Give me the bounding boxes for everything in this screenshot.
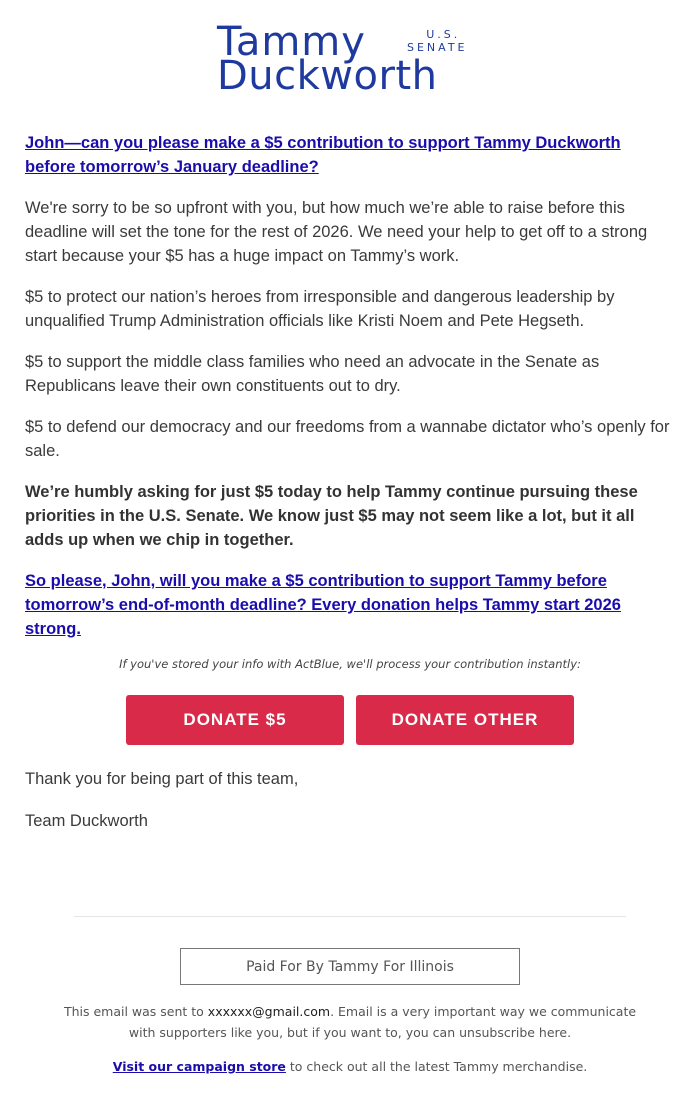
logo-senate: SENATE [407, 41, 468, 54]
signature: Team Duckworth [25, 812, 148, 830]
paragraph-heroes: $5 to protect our nation’s heroes from irresponsible and dangerous leadership by unqualified Trump Administration officials like Kristi Noem and Pete Hegseth. [25, 288, 615, 330]
donate-5-button[interactable]: DONATE $5 [126, 695, 344, 745]
paragraph-ask: We’re humbly asking for just $5 today to help Tammy continue pursuing these priorities in the U.S. Senate. We know just $5 may not seem like a lot, but it all adds up when we chip in together. [25, 483, 638, 549]
paragraph-intro: We're sorry to be so upfront with you, but how much we’re able to raise before this deadline will set the tone for the rest of 2026. We need your help to get off to a strong start because your $5 has a huge impact on Tammy’s work. [25, 199, 648, 265]
lead-donate-link[interactable]: John—can you please make a $5 contribution to support Tammy Duckworth before tomorrow’s January deadline? [25, 134, 621, 176]
sent-prefix: This email was sent to [63, 1004, 208, 1019]
paragraph-middle-class: $5 to support the middle class families who need an advocate in the Senate as Republicans leave their own constituents out to dry. [25, 353, 600, 395]
sent-suffix: . Email is a very important way we communicate with supporters like you, but if you want to, you can unsubscribe here. [128, 1004, 637, 1040]
footer-store [60, 1056, 640, 1077]
logo-us-senate [407, 28, 468, 54]
store-suffix: to check out all the latest Tammy merchandise. [285, 1059, 588, 1074]
logo-us: U.S. [426, 28, 461, 41]
logo-line-1: Tammy [217, 19, 366, 65]
footer-divider [74, 916, 626, 917]
campaign-store-link[interactable]: Visit our campaign store [112, 1059, 286, 1074]
paragraph-democracy: $5 to defend our democracy and our freedoms from a wannabe dictator who’s openly for sale. [25, 418, 670, 460]
email-body [25, 131, 670, 658]
thanks-text: Thank you for being part of this team, [25, 770, 299, 788]
footer-sent-notice [60, 1001, 640, 1043]
logo-line-2: Duckworth [217, 53, 438, 99]
donate-other-button[interactable]: DONATE OTHER [356, 695, 574, 745]
recipient-email: xxxxxx@gmail.com [207, 1004, 331, 1019]
closing-donate-link[interactable]: So please, John, will you make a $5 contribution to support Tammy before tomorrow’s end-of-month deadline? Every donation helps Tammy start 2026 strong. [25, 572, 621, 638]
actblue-note: If you've stored your info with ActBlue, we'll process your contribution instantly: [119, 657, 581, 671]
paid-for-box: Paid For By Tammy For Illinois [180, 948, 520, 985]
